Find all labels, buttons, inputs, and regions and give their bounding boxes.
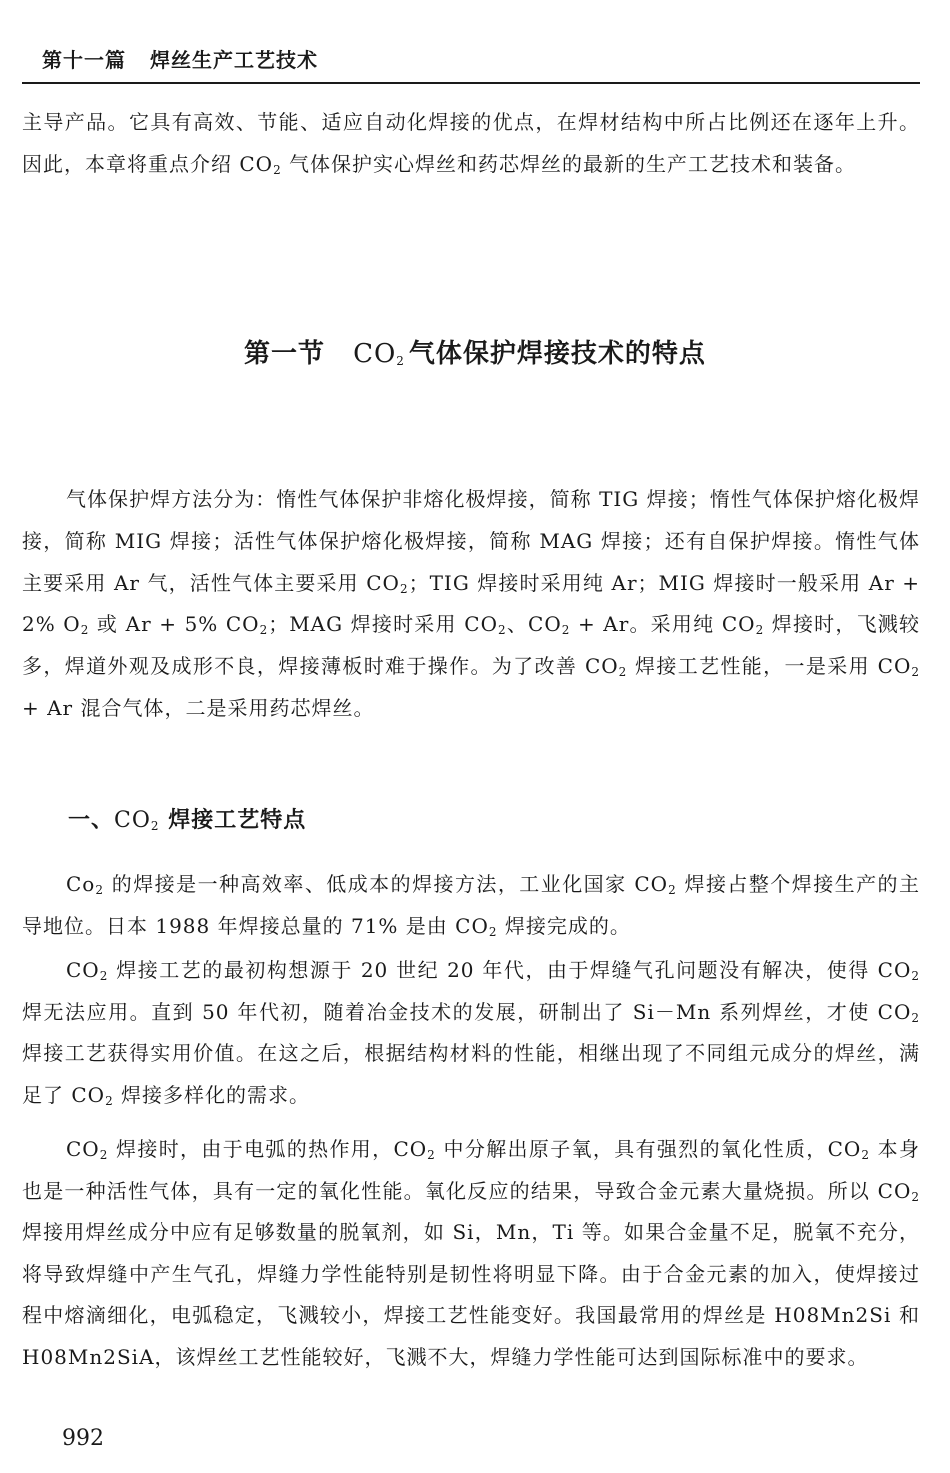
feature-paragraph-3: $CO_2$ 焊接时，由于电弧的热作用，$CO_2$ 中分解出原子氧，具有强烈的氧化性质，$CO_2$ 本身也是一种活性气体，具有一定的氧化性能。氧化反应的结果，导致合金元素大量烧损。所以 $CO_2$ 焊接用焊丝成分中应有足够数量的脱氧剂，如 Si，Mn，Ti 等。如果合金量不足，脱氧不充分，将导致焊缝中产生气孔，焊缝力学性能特别是韧性将明显下降。由于合金元素的加入，使焊接过程中熔滴细化，电弧稳定，飞溅较小，焊接工艺性能变好。我国最常用的焊丝是 H08Mn2Si 和 H08Mn2SiA，该焊丝工艺性能较好，飞溅不大，焊缝力学性能可达到国际标准中的要求。	[22, 1137, 921, 1369]
subsection-heading: 一、$CO_2$ 焊接工艺特点	[68, 808, 307, 833]
section-title-co2: $CO_2$	[353, 339, 405, 369]
section-title	[0, 333, 950, 370]
methods-paragraph: 气体保护焊方法分为：惰性气体保护非熔化极焊接，简称 TIG 焊接；惰性气体保护熔化极焊接，简称 MIG 焊接；活性气体保护熔化极焊接，简称 MAG 焊接；还有自保护焊接。惰性气体主要采用 Ar 气，活性气体主要采用 $CO_2$；TIG 焊接时采用纯 Ar；MIG 焊接时一般采用 Ar + 2% $O_2$ 或 Ar + 5% $CO_2$；MAG 焊接时采用 $CO_2$、$CO_2 + Ar$。采用纯 $CO_2$ 焊接时，飞溅较多，焊道外观及成形不良，焊接薄板时难于操作。为了改善 $CO_2$ 焊接工艺性能，一是采用 $CO_2 + Ar$ 混合气体，二是采用药芯焊丝。	[22, 487, 921, 720]
running-header-part: 第十一篇	[42, 48, 126, 72]
running-header-title: 焊丝生产工艺技术	[150, 48, 318, 72]
feature-paragraph-2: $CO_2$ 焊接工艺的最初构想源于 20 世纪 20 年代，由于焊缝气孔问题没有解决，使得 $CO_2$ 焊无法应用。直到 50 年代初，随着冶金技术的发展，研制出了 Si－Mn 系列焊丝，才使 $CO_2$ 焊接工艺获得实用价值。在这之后，根据结构材料的性能，相继出现了不同组元成分的焊丝，满足了 $CO_2$ 焊接多样化的需求。	[22, 958, 920, 1108]
running-header	[42, 44, 318, 73]
section-title-text: 气体保护焊接技术的特点	[408, 339, 706, 369]
page-number: 992	[62, 1426, 104, 1451]
intro-paragraph: 主导产品。它具有高效、节能、适应自动化焊接的优点，在焊材结构中所占比例还在逐年上升。因此，本章将重点介绍 $CO_2$ 气体保护实心焊丝和药芯焊丝的最新的生产工艺技术和装备。	[22, 110, 920, 177]
feature-paragraph-1: $Co_2$ 的焊接是一种高效率、低成本的焊接方法，工业化国家 $CO_2$ 焊接占整个焊接生产的主导地位。日本 1988 年焊接总量的 71% 是由 $CO_2$ 焊接完成的。	[22, 872, 920, 939]
section-number: 第一节	[244, 339, 326, 369]
header-rule	[22, 82, 920, 84]
